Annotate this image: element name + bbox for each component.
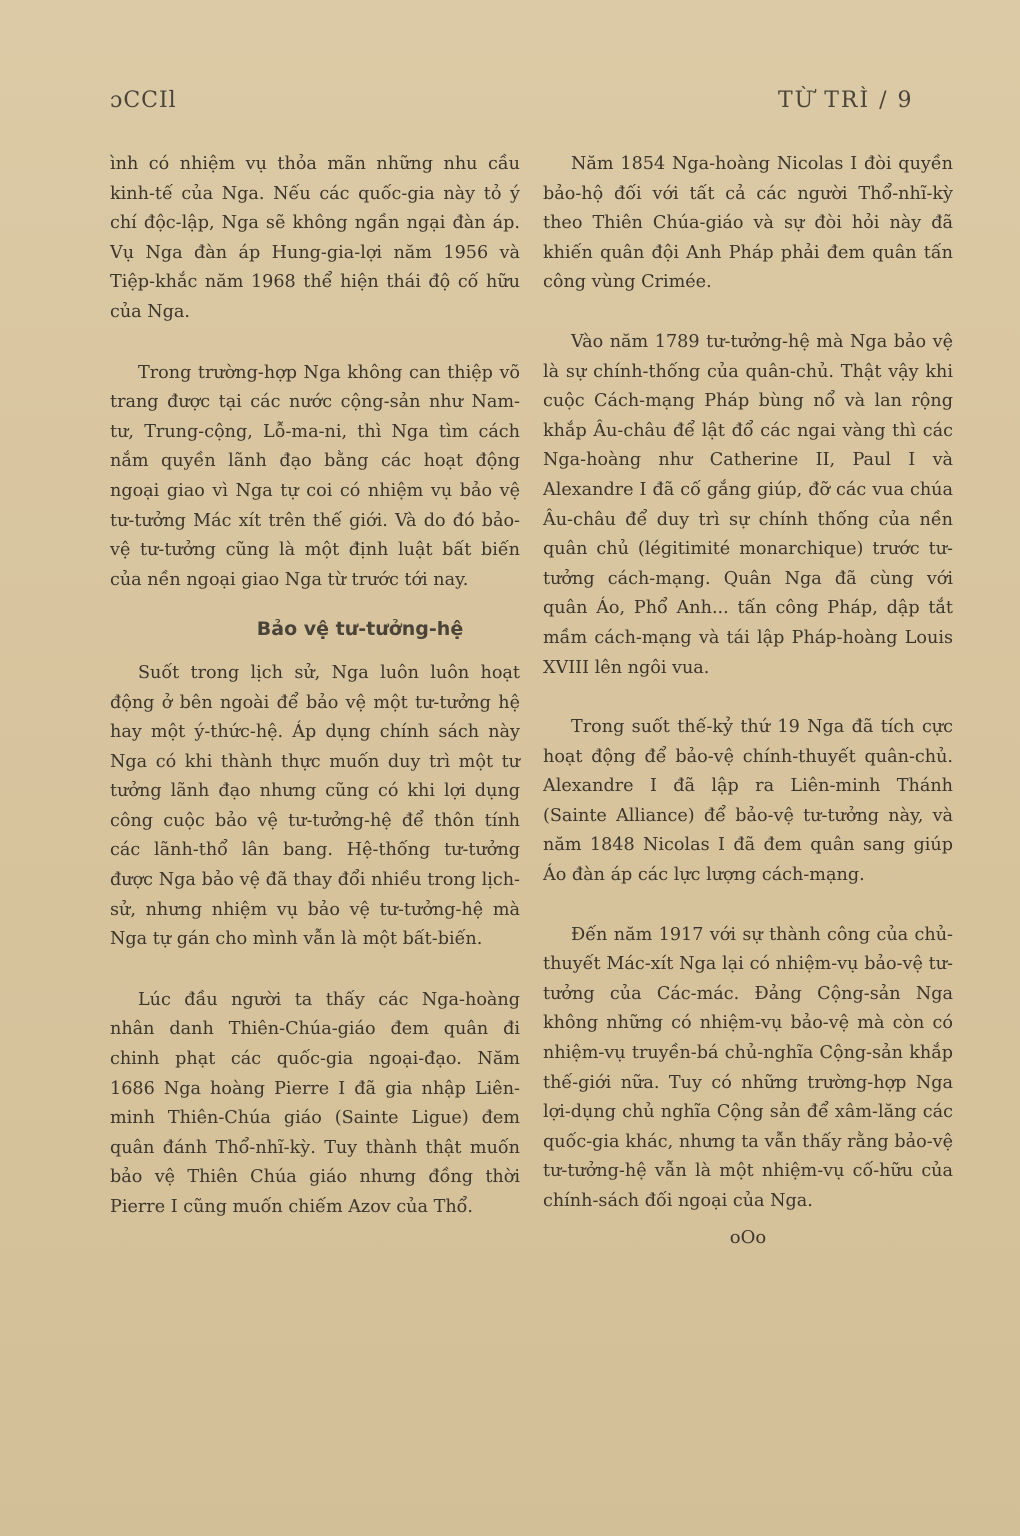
paragraph: Năm 1854 Nga-hoàng Nicolas I đòi quyền bảo-hộ đối với tất cả các người Thổ-nhĩ-kỳ theo Thiên Chúa-giáo và sự đòi hỏi này đã khiến quân đội Anh Pháp phải đem quân tấn công vùng Crimée. (543, 154, 953, 293)
page-header-right: TỪ TRÌ / 9 (778, 88, 914, 113)
paragraph: Trong trường-hợp Nga không can thiệp võ trang được tại các nước cộng-sản như Nam-tư, Trung-cộng, Lỗ-ma-ni, thì Nga tìm cách nắm quyền lãnh đạo bằng các hoạt động ngoại giao vì Nga tự coi có nhiệm vụ bảo vệ tư-tưởng Mác xít trên thế giới. Và do đó bảo-vệ tư-tưởng cũng là một định luật bất biến của nền ngoại giao Nga từ trước tới nay. (110, 362, 520, 590)
end-mark: oOo (729, 1226, 767, 1248)
page-header-left: ɔCCIl (110, 88, 177, 113)
paragraph: Đến năm 1917 với sự thành công của chủ-thuyết Mác-xít Nga lại có nhiệm-vụ bảo-vệ tư-tưởng của Các-mác. Đảng Cộng-sản Nga không những có nhiệm-vụ bảo-vệ mà còn có nhiệm-vụ truyền-bá chủ-nghĩa Cộng-sản khắp thế-giới nữa. Tuy có những trường-hợp Nga lợi-dụng chủ nghĩa Cộng sản để xâm-lăng các quốc-gia khác, nhưng ta vẫn thấy rằng bảo-vệ tư-tưởng-hệ vẫn là một nhiệm-vụ cố-hữu của chính-sách đối ngoại của Nga. (543, 924, 953, 1211)
paragraph: Vào năm 1789 tư-tưởng-hệ mà Nga bảo vệ là sự chính-thống của quân-chủ. Thật vậy khi cuộc Cách-mạng Pháp bùng nổ và lan rộng khắp Âu-châu để lật đổ các ngai vàng thì các Nga-hoàng như Catherine II, Paul I và Alexandre I đã cố gắng giúp, đỡ các vua chúa Âu-châu để duy trì sự chính thống của nền quân chủ (légitimité monarchique) trước tư-tưởng cách-mạng. Quân Nga đã cùng với quân Áo, Phổ Anh... tấn công Pháp, dập tắt mầm cách-mạng và tái lập Pháp-hoàng Louis XVIII lên ngôi vua. (543, 331, 953, 678)
paragraph: Lúc đầu người ta thấy các Nga-hoàng nhân danh Thiên-Chúa-giáo đem quân đi chinh phạt các quốc-gia ngoại-đạo. Năm 1686 Nga hoàng Pierre I đã gia nhập Liên-minh Thiên-Chúa giáo (Sainte Ligue) đem quân đánh Thổ-nhĩ-kỳ. Tuy thành thật muốn bảo vệ Thiên Chúa giáo nhưng đồng thời Pierre I cũng muốn chiếm Azov của Thổ. (110, 989, 520, 1217)
paragraph: ình có nhiệm vụ thỏa mãn những nhu cầu kinh-tế của Nga. Nếu các quốc-gia này tỏ ý chí độc-lập, Nga sẽ không ngần ngại đàn áp. Vụ Nga đàn áp Hung-gia-lợi năm 1956 và Tiệp-khắc năm 1968 thể hiện thái độ cố hữu của Nga. (110, 154, 520, 322)
paragraph: Suốt trong lịch sử, Nga luôn luôn hoạt động ở bên ngoài để bảo vệ một tư-tưởng hệ hay một ý-thức-hệ. Áp dụng chính sách này Nga có khi thành thực muốn duy trì một tư tưởng lãnh đạo nhưng cũng có khi lợi dụng công cuộc bảo vệ tư-tưởng-hệ để thôn tính các lãnh-thổ lân bang. Hệ-thống tư-tưởng được Nga bảo vệ đã thay đổi nhiều trong lịch-sử, nhưng nhiệm vụ bảo vệ tư-tưởng-hệ mà Nga tự gán cho mình vẫn là một bất-biến. (110, 662, 520, 950)
section-title: Bảo vệ tư-tưởng-hệ (256, 618, 464, 641)
right-column (543, 150, 953, 1252)
paragraph: Trong suốt thế-kỷ thứ 19 Nga đã tích cực hoạt động để bảo-vệ chính-thuyết quân-chủ. Alexandre I đã lập ra Liên-minh Thánh (Sainte Alliance) để bảo-vệ tư-tưởng này, và năm 1848 Nicolas I đã đem quân sang giúp Áo đàn áp các lực lượng cách-mạng. (543, 717, 953, 886)
left-column (110, 150, 520, 1223)
